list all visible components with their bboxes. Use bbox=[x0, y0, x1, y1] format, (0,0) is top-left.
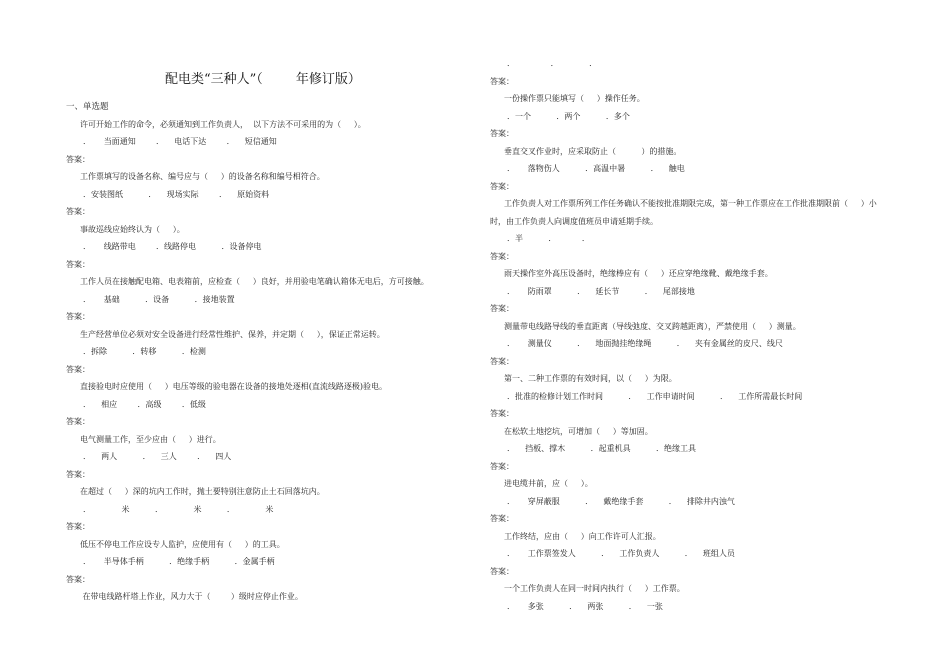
question-text: 事故巡线应始终认为（ ）。 bbox=[80, 224, 185, 234]
question-text: 测量带电线路导线的垂直距离（导线弛度、交叉跨越距离），严禁使用（ ）测量。 bbox=[504, 321, 801, 331]
answer-options: ． 多张 ． 两张 ． 一张 bbox=[507, 601, 663, 611]
answer-label: 答案： bbox=[66, 469, 90, 479]
question-text: 一份操作票只能填写（ ）操作任务。 bbox=[504, 94, 645, 103]
question-text: 一个工作负责人在同一时间内执行（ ）工作票。 bbox=[504, 584, 685, 593]
question-text: 在带电线路杆塔上作业，风力大于（ ）级时应停止作业。 bbox=[80, 592, 303, 601]
answer-label: 答案： bbox=[490, 304, 514, 313]
right-column bbox=[490, 60, 877, 620]
question-text: 低压不停电工作应设专人监护，应使用有（ ）的工具。 bbox=[80, 539, 285, 549]
answer-label: 答案： bbox=[490, 461, 514, 471]
answer-options: ． 相应 ．高级 ．低级 bbox=[83, 399, 206, 409]
answer-label: 答案： bbox=[66, 259, 90, 269]
answer-options: ． 两人 ． 三人 ． 四人 bbox=[83, 452, 232, 461]
question-text: 工作负责人对工作票所列工作任务确认不能按批准期限完成，第一种工作票应在工作批准期限前（ ）小 bbox=[504, 199, 877, 208]
answer-label: 答案： bbox=[490, 566, 514, 576]
document-title: 配电类“三种人”（ 年修订版） bbox=[165, 72, 361, 87]
answer-label: 答案： bbox=[66, 154, 90, 164]
question-text-continued: 时，由工作负责人向调度值班员申请延期手续。 bbox=[490, 216, 658, 226]
answer-options: ． ． ． bbox=[507, 59, 598, 68]
answer-options: ．一个 ．两个 ．多个 bbox=[507, 111, 630, 121]
question-text: 垂直交叉作业时，应采取防止（ ）的措施。 bbox=[504, 146, 682, 156]
answer-label: 答案： bbox=[490, 129, 514, 138]
answer-options: ．半 ． ． bbox=[507, 234, 590, 243]
answer-options: ． 工作票签发人 ． 工作负责人 ． 班组人员 bbox=[507, 549, 735, 558]
question-text: 直接验电时应使用（ ）电压等级的验电器在设备的接地处逐相(直流线路逐极)验电。 bbox=[80, 382, 387, 391]
section-heading: 一、单选题 bbox=[66, 102, 109, 112]
answer-options: ． 米 ． 米 ． 米 bbox=[83, 504, 274, 514]
answer-options: ． 基础 ．设备 ．接地装置 bbox=[83, 294, 235, 304]
question-text: 电气测量工作，至少应由（ ）进行。 bbox=[80, 434, 221, 444]
answer-options: ． 落物伤人 ．高温中暑 ． 触电 bbox=[507, 164, 685, 173]
question-text: 工作人员在接触配电箱、电表箱前，应检查（ ）良好，并用验电笔确认箱体无电后，方可接触。 bbox=[80, 277, 429, 286]
question-text: 雨天操作室外高压设备时，绝缘棒应有（ ）还应穿绝缘靴、戴绝缘手套。 bbox=[504, 269, 773, 278]
answer-options: ． 测量仪 ． 地面抛挂绝缘绳 ． 夹有金属丝的皮尺、线尺 bbox=[507, 339, 783, 348]
question-text: 许可开始工作的命令，必须通知到工作负责人， 以下方法不可采用的为（ ）。 bbox=[80, 119, 366, 129]
answer-options: ． 当面通知 ． 电话下达 ． 短信通知 bbox=[83, 137, 277, 146]
left-column bbox=[66, 103, 429, 611]
answer-options: ．批准的检修计划工作时间 ． 工作申请时间 ． 工作所需最长时间 bbox=[507, 391, 803, 401]
answer-label: 答案： bbox=[66, 207, 90, 216]
answer-label: 答案： bbox=[66, 364, 90, 374]
answer-label: 答案： bbox=[66, 574, 90, 584]
question-text: 在超过（ ）深的坑内工作时，抛土要特别注意防止土石回落坑内。 bbox=[80, 487, 325, 496]
question-text: 工作终结，应由（ ）向工作许可人汇报。 bbox=[504, 531, 661, 541]
answer-label: 答案： bbox=[66, 312, 90, 321]
question-text: 进电缆井前，应（ ）。 bbox=[504, 479, 593, 488]
answer-options: ． 穿屏蔽服 ． 戴绝缘手套 ． 排除井内浊气 bbox=[507, 496, 735, 506]
answer-label: 答案： bbox=[490, 409, 514, 418]
question-text: 工作票填写的设备名称、编号应与（ ）的设备名称和编号相符合。 bbox=[80, 172, 325, 181]
answer-options: ． 防雨罩 ． 延长节 ． 尾部接地 bbox=[507, 286, 695, 296]
answer-options: ． 半导体手柄 ．绝缘手柄 ．金属手柄 bbox=[83, 557, 275, 566]
question-text: 第一、二种工作票的有效时间，以（ ）为限。 bbox=[504, 374, 677, 383]
answer-label: 答案： bbox=[490, 251, 514, 261]
answer-options: ．安装图纸 ． 现场实际 ． 原始资料 bbox=[83, 189, 270, 199]
answer-label: 答案： bbox=[490, 356, 514, 366]
answer-options: ． 线路带电 ．线路停电 ．设备停电 bbox=[83, 242, 262, 251]
answer-label: 答案： bbox=[490, 76, 514, 86]
answer-options: ．拆除 ．转移 ．检测 bbox=[83, 347, 206, 356]
question-text: 在松软土地挖坑，可增加（ ）等加固。 bbox=[504, 426, 653, 436]
answer-options: ． 挡板、撑木 ．起重机具 ．绝缘工具 bbox=[507, 444, 697, 453]
answer-label: 答案： bbox=[490, 514, 514, 523]
answer-label: 答案： bbox=[490, 181, 514, 191]
answer-label: 答案： bbox=[66, 417, 90, 426]
question-text: 生产经营单位必须对安全设备进行经常性维护、保养，并定期（ ），保证正常运转。 bbox=[80, 329, 385, 339]
answer-label: 答案： bbox=[66, 522, 90, 531]
